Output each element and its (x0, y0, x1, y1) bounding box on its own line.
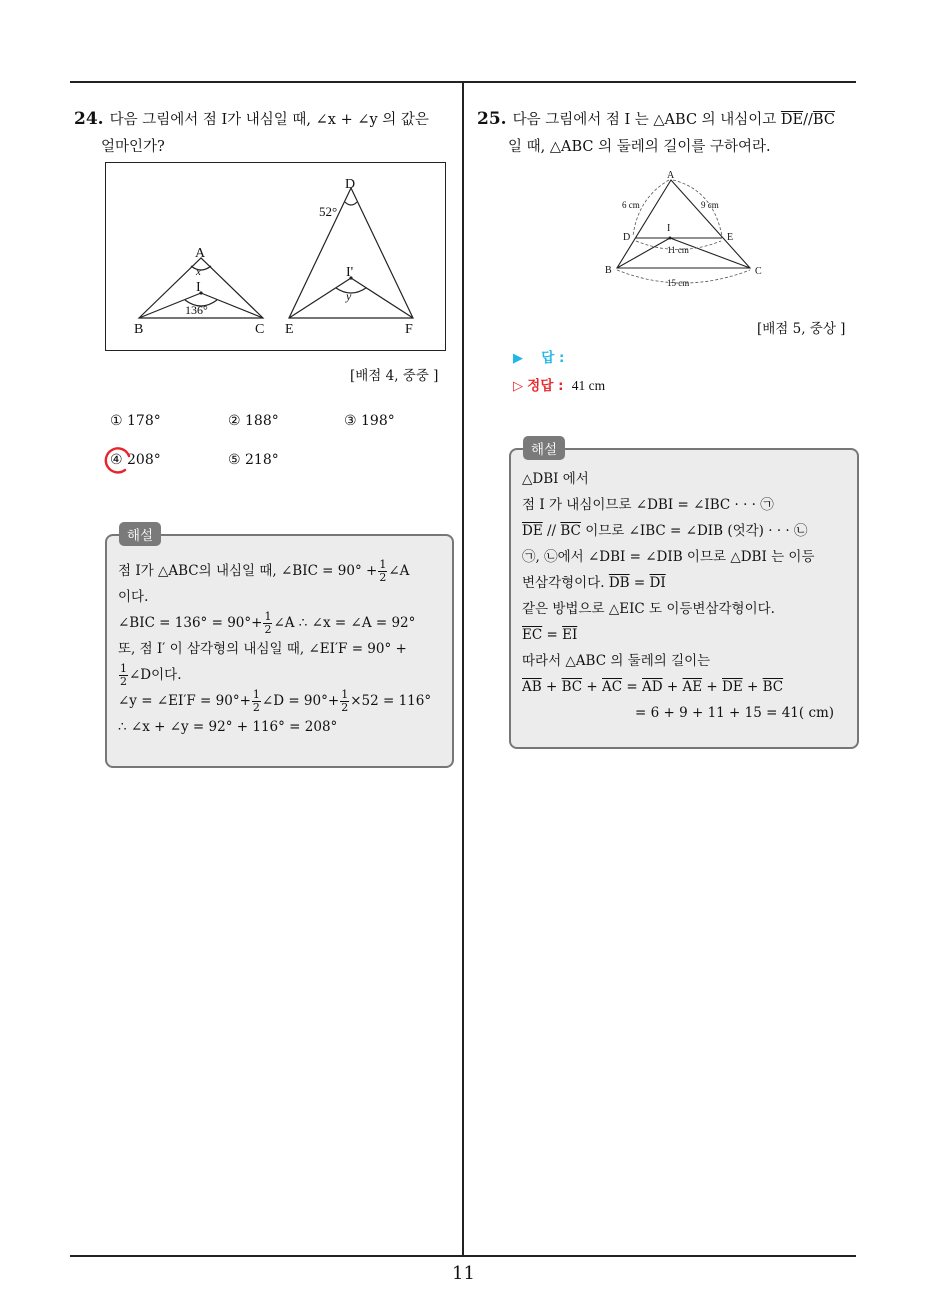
q25-exp-line10: = 6 + 9 + 11 + 15 = 41( cm) (635, 705, 835, 721)
q25-question (477, 106, 862, 161)
q24-text-line2: 얼마인가? (101, 139, 165, 155)
q24-label-a: A (195, 246, 206, 261)
q25-label-e: E (727, 232, 734, 243)
q24-exp-line5: ∠D이다. (129, 667, 182, 683)
q24-exp-line3: ∠BIC = 136° = 90°+ (118, 615, 263, 631)
segment-db: $\overline{DB}$ (608, 575, 630, 591)
q25-exp-line5: 변삼각형이다. (522, 575, 605, 591)
fraction: $\frac{1}{2}$ (341, 688, 349, 714)
q25-exp-line6: 같은 방법으로 △EIC 도 이등변삼각형이다. (522, 601, 775, 617)
q24-exp-line2: 이다. (118, 589, 149, 605)
q25-correct-row (513, 374, 605, 394)
q25-explanation-text: △DBI 에서 점 I 가 내심이므로 ∠DBI = ∠IBC · · · ㉠ $\overline{DE} // \overline{BC}$ 이므로 ∠IBC = ∠DIB (엇각) · · · ㉡ ㉠, ㉡에서 ∠DBI = ∠DIB 이므로 △DBI 는 이등 변삼각형이다. $\overline{DB} = \overline{DI}$ 같은 방법으로 △EIC 도 이등변삼각형이다. $\overline{EC} = \overline{EI}$ 따라서 △ABC 의 둘레의 길이는 $\overline{AB} + \overline{BC} + \overline{AC} = \overline{AD} + \overline{AE} + \overline{DE} + \overline{BC}$ = 6 + 9 + 11 + 15 = 41( cm) (522, 466, 852, 726)
q24-choice-2[interactable]: ② 188° (228, 413, 279, 429)
q25-label-ad: 6 cm (622, 200, 640, 210)
parallel-symbol: // (546, 523, 557, 539)
segment-de: $\overline{DE}$ (780, 112, 804, 128)
q24-meta: [배점 4, 중중 ] (350, 368, 439, 384)
q24-exp-line7: ∴ ∠x + ∠y = 92° + 116° = 208° (118, 719, 338, 735)
q25-exp-line8: 따라서 △ABC 의 둘레의 길이는 (522, 653, 711, 669)
q25-exp-line9: $\overline{AB} + \overline{BC} + \overline{AC} = \overline{AD} + \overline{AE} + \overline{DE} + \overline{BC}$ (522, 679, 784, 695)
fraction: $\frac{1}{2}$ (120, 662, 127, 688)
segment-de: $\overline{DE}$ (522, 523, 543, 539)
q25-text-line2: 일 때, △ABC 의 둘레의 길이를 구하여라. (508, 139, 771, 155)
q24-label-b: B (134, 322, 144, 337)
q24-label-d: D (345, 177, 356, 192)
q24-label-x: x (196, 266, 201, 278)
q25-label-d: D (623, 232, 631, 243)
q25-figure (598, 168, 773, 290)
q24-label-angle-d: 52° (319, 204, 338, 219)
q24-exp-line6c: ×52 = 116° (350, 693, 432, 709)
q25-answer-row[interactable] (513, 346, 564, 366)
fraction: $\frac{1}{2}$ (252, 688, 260, 714)
correct-value: 41 cm (571, 378, 606, 393)
q25-label-b: B (605, 265, 612, 276)
q25-label-i: I (667, 223, 671, 234)
q24-choice-1[interactable]: ① 178° (110, 413, 161, 429)
column-divider (462, 82, 464, 1257)
q24-label-e: E (285, 322, 294, 337)
play-icon: ▶ (513, 351, 523, 366)
q24-label-i: I (196, 280, 201, 295)
q25-exp-line3: 이므로 ∠IBC = ∠DIB (엇각) · · · ㉡ (580, 523, 808, 539)
fraction: $\frac{1}{2}$ (264, 610, 272, 636)
q24-explanation-text (118, 558, 448, 740)
correct-label: 정답 : (527, 378, 564, 394)
q25-exp-line2: 점 I 가 내심이므로 ∠DBI = ∠IBC · · · ㉠ (522, 497, 774, 513)
segment-bc: $\overline{BC}$ (560, 523, 581, 539)
q24-label-angle-bic: 136° (185, 303, 208, 317)
q24-figure (105, 162, 446, 351)
segment-di: $\overline{DI}$ (649, 575, 666, 591)
q25-label-bc: 15 cm (667, 278, 690, 288)
q25-meta: [배점 5, 중상 ] (757, 321, 846, 337)
q24-exp-line1b: ∠A (388, 563, 410, 579)
q24-choice-4[interactable]: ④ 208° (110, 452, 161, 468)
bottom-rule (70, 1255, 856, 1257)
q25-exp-line1: △DBI 에서 (522, 471, 589, 487)
q25-label-de: 11 cm (667, 245, 689, 255)
q24-exp-line1: 점 I가 △ABC의 내심일 때, ∠BIC = 90° + (118, 563, 378, 579)
q24-explanation-tag: 해설 (119, 522, 161, 546)
correct-answer-circle-icon (103, 446, 133, 476)
q25-explanation-tag: 해설 (523, 436, 565, 460)
play-outline-icon: ▷ (513, 379, 523, 394)
q24-label-c: C (255, 322, 265, 337)
q25-text-line1: 다음 그림에서 점 I 는 △ABC 의 내심이고 (512, 112, 777, 128)
q24-exp-line6: ∠y = ∠EI′F = 90°+ (118, 693, 251, 709)
q24-choice-3[interactable]: ③ 198° (344, 413, 395, 429)
q25-label-a: A (667, 170, 675, 181)
q24-exp-line3b: ∠A ∴ ∠x = ∠A = 92° (273, 615, 416, 631)
q24-label-y: y (346, 289, 352, 303)
segment-ec: $\overline{EC}$ (522, 627, 543, 643)
q24-exp-line6b: ∠D = 90°+ (261, 693, 340, 709)
q24-number: 24. (74, 109, 104, 129)
q24-label-f: F (405, 322, 413, 337)
q24-question (74, 106, 458, 161)
q24-choice-5[interactable]: ⑤ 218° (228, 452, 279, 468)
q24-text-line1: 다음 그림에서 점 I가 내심일 때, ∠x + ∠y 의 값은 (109, 112, 429, 128)
answer-label: 답 : (541, 350, 565, 366)
page-number: 11 (452, 1263, 475, 1284)
q24-label-i-prime: I' (346, 265, 354, 280)
q25-number: 25. (477, 109, 507, 129)
q24-exp-line4: 또, 점 I′ 이 삼각형의 내심일 때, ∠EI′F = 90° + (118, 641, 407, 657)
fraction: $\frac{1}{2}$ (379, 558, 387, 584)
q25-label-c: C (755, 266, 762, 277)
q25-label-ae: 9 cm (701, 200, 719, 210)
q25-exp-line4: ㉠, ㉡에서 ∠DBI = ∠DIB 이므로 △DBI 는 이등 (522, 549, 815, 565)
parallel-symbol: // (803, 112, 813, 128)
segment-ei: $\overline{EI}$ (562, 627, 578, 643)
segment-bc: $\overline{BC}$ (812, 112, 835, 128)
